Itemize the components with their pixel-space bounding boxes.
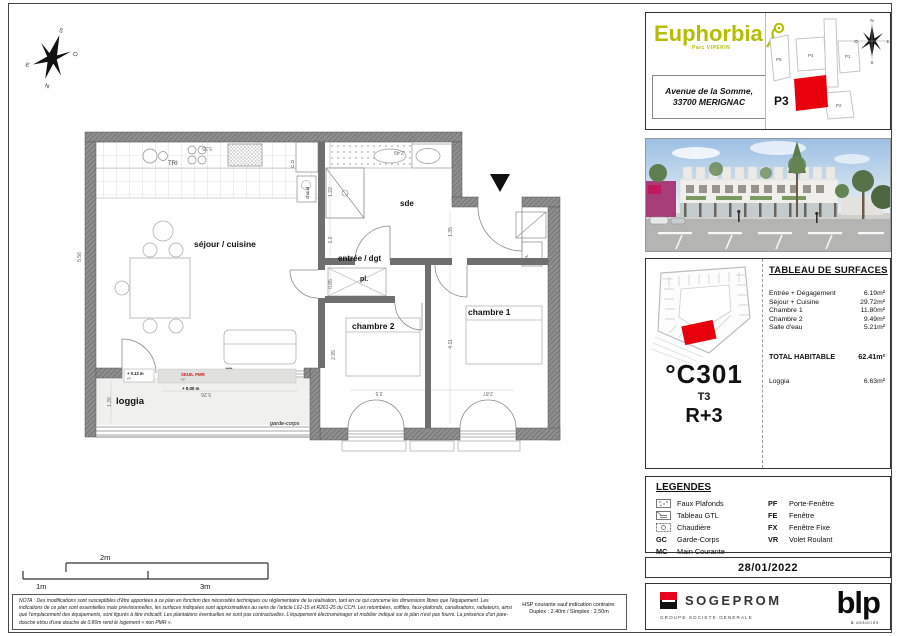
legend-item: Tableau GTL bbox=[656, 509, 725, 521]
chaudiere-icon bbox=[656, 523, 673, 532]
svg-text:P4: P4 bbox=[808, 53, 814, 58]
svg-text:S: S bbox=[870, 60, 874, 65]
sogeprom-subtitle: GROUPE SOCIETE GENERALE bbox=[660, 615, 753, 620]
hsp-line2: Duplex : 2.40m / Simplex : 2.50m bbox=[529, 609, 609, 615]
building-render bbox=[645, 138, 891, 252]
address-box bbox=[652, 75, 766, 119]
legend-item: Faux Plafonds bbox=[656, 497, 725, 509]
legend-item: PF Porte-Fenêtre bbox=[768, 498, 835, 508]
svg-text:chambre 1: chambre 1 bbox=[468, 307, 511, 317]
surfaces-panel bbox=[645, 258, 891, 469]
svg-text:5.35: 5.35 bbox=[202, 145, 212, 151]
legend-item: FE Fenêtre bbox=[768, 510, 815, 520]
project-header bbox=[645, 12, 891, 130]
garde-corps-rails bbox=[96, 427, 310, 437]
compass-north-arrow bbox=[20, 21, 84, 95]
tri-label: TRI bbox=[168, 161, 178, 167]
dining-table bbox=[115, 221, 190, 333]
unit-number: °C301 bbox=[665, 359, 743, 389]
date-box bbox=[645, 557, 891, 578]
p3-highlight bbox=[794, 75, 828, 111]
svg-text:O: O bbox=[71, 51, 79, 59]
legend-item: FX Fenêtre Fixe bbox=[768, 522, 830, 532]
co-label: C.O bbox=[290, 159, 295, 168]
svg-text:loggia: loggia bbox=[116, 396, 144, 407]
pf-tag-2: PF bbox=[181, 378, 186, 382]
svg-text:entrée / dgt: entrée / dgt bbox=[338, 254, 382, 263]
faux-plafonds-icon bbox=[656, 499, 673, 508]
nota-text: NOTA : Des modifications sont susceptibles d'être apportées à ce plan en fonction des nécessités techniques ou réglementaire de la réalisation, tant en ce qui concerne les dimensions libres que l'équipement. Les indications de ce plan sont essentielles mais prévisionnelles, les surfaces indiquées sont approximatives au sens de l'article L61-15 et R261-25 du CCH. Les retombées, soffites, faux-plafonds, canalisations, radiateurs, ainsi que l'emplacement des équipements, sont figurés à titre indicatif. Les plantations éventuelles ne sont pas contractuelles. L'équipement électroménager et mobilier indiqué sur le plan n'est pas fourni. La présence d'un pare-douche et/ou d'une douche de 0.80m rend le logement « non PMR ». bbox=[19, 598, 512, 626]
svg-text:E: E bbox=[886, 39, 890, 44]
gtl-closet bbox=[516, 212, 546, 266]
svg-text:2.87: 2.87 bbox=[483, 390, 493, 396]
seuil-pmr-label: SEUIL PMR bbox=[181, 372, 205, 377]
total-row: TOTAL HABITABLE 62.41m² bbox=[769, 351, 885, 361]
table-row: Chambre 1 11.80m² bbox=[769, 307, 885, 315]
svg-text:chambre 2: chambre 2 bbox=[352, 321, 395, 331]
site-plan bbox=[765, 13, 890, 129]
svg-text:1m: 1m bbox=[36, 582, 47, 591]
nota-box bbox=[12, 594, 627, 630]
table-row: Entrée + Dégagement 6.19m² bbox=[769, 290, 885, 297]
scale-bar bbox=[23, 553, 268, 591]
entrance-marker bbox=[490, 174, 510, 192]
sogeprom-logo: SOGEPROM bbox=[660, 592, 782, 609]
window-sills bbox=[342, 441, 520, 451]
svg-text:S: S bbox=[57, 27, 64, 35]
societe-generale-icon bbox=[660, 592, 677, 609]
svg-text:P5: P5 bbox=[776, 57, 782, 62]
table-row: Séjour + Cuisine 29.72m² bbox=[769, 298, 885, 306]
svg-text:0.85: 0.85 bbox=[328, 279, 334, 289]
svg-text:4.11: 4.11 bbox=[448, 339, 454, 349]
address-line2: 33700 MERIGNAC bbox=[672, 97, 746, 107]
svg-text:1.26: 1.26 bbox=[107, 397, 113, 407]
placard bbox=[328, 268, 386, 296]
brand-name: Euphorbia bbox=[654, 21, 763, 46]
legend-item: GC Garde-Corps bbox=[656, 535, 720, 545]
svg-text:pl.: pl. bbox=[360, 276, 369, 283]
unit-key-panel bbox=[646, 259, 763, 468]
svg-text:1.35: 1.35 bbox=[448, 227, 454, 237]
svg-text:2.95: 2.95 bbox=[331, 350, 337, 360]
blp-logo: blp bbox=[836, 585, 880, 620]
bathroom-fixtures bbox=[326, 142, 452, 218]
svg-text:5.26: 5.26 bbox=[201, 391, 211, 397]
sofa bbox=[224, 330, 296, 364]
brand-tagline: Parc VIPERIN bbox=[692, 45, 731, 51]
logos-panel bbox=[645, 583, 891, 630]
legend-panel bbox=[645, 476, 891, 557]
svg-text:5.56: 5.56 bbox=[77, 252, 83, 262]
threshold-strip bbox=[158, 369, 296, 383]
surfaces-title: TABLEAU DE SURFACES bbox=[769, 265, 888, 276]
legend-item: VR Volet Roulant bbox=[768, 535, 833, 545]
tableau-gtl-icon bbox=[656, 511, 673, 520]
address-line1: Avenue de la Somme, bbox=[665, 86, 753, 96]
svg-text:séjour / cuisine: séjour / cuisine bbox=[194, 239, 256, 249]
table-row: Salle d'eau 5.21m² bbox=[769, 324, 885, 332]
svg-text:N: N bbox=[870, 18, 874, 23]
svg-text:P1: P1 bbox=[845, 54, 851, 59]
chaud-label: chaud bbox=[305, 186, 310, 199]
pf-tag-1: PF bbox=[127, 377, 132, 381]
loggia-row: Loggia 6.63m² bbox=[769, 377, 885, 385]
legend-item: Chaudière bbox=[656, 521, 725, 533]
svg-text:1.22: 1.22 bbox=[328, 187, 334, 197]
svg-text:3m: 3m bbox=[200, 582, 211, 591]
hsp-note bbox=[518, 602, 620, 616]
svg-text:2.49: 2.49 bbox=[394, 149, 404, 155]
key-plan bbox=[649, 263, 759, 363]
unit-floor: R+3 bbox=[685, 405, 723, 427]
level-high-label: + 0.13 m bbox=[127, 371, 144, 376]
p3-label: P3 bbox=[774, 94, 789, 108]
plan-date: 28/01/2022 bbox=[737, 561, 799, 574]
svg-text:E: E bbox=[24, 62, 31, 70]
unit-type: T3 bbox=[697, 391, 711, 403]
legend-item: MC Main Courante bbox=[656, 547, 725, 557]
svg-text:2m: 2m bbox=[100, 553, 111, 562]
svg-text:2.5: 2.5 bbox=[375, 390, 383, 396]
svg-text:garde-corps: garde-corps bbox=[270, 421, 300, 427]
hsp-line1: HSP courante sauf indication contraire: bbox=[522, 602, 616, 608]
blp-subtitle: & associés bbox=[850, 620, 879, 625]
svg-text:sde: sde bbox=[400, 199, 414, 208]
svg-text:N: N bbox=[43, 83, 50, 91]
surfaces-table bbox=[769, 265, 888, 386]
legend-title: LEGENDES bbox=[656, 482, 712, 493]
svg-text:P2: P2 bbox=[836, 103, 842, 108]
svg-text:O: O bbox=[854, 39, 858, 44]
svg-text:1.2: 1.2 bbox=[328, 236, 334, 244]
level-zero-label: + 0.00 m bbox=[182, 386, 200, 391]
table-row: Chambre 2 9.49m² bbox=[769, 315, 885, 323]
